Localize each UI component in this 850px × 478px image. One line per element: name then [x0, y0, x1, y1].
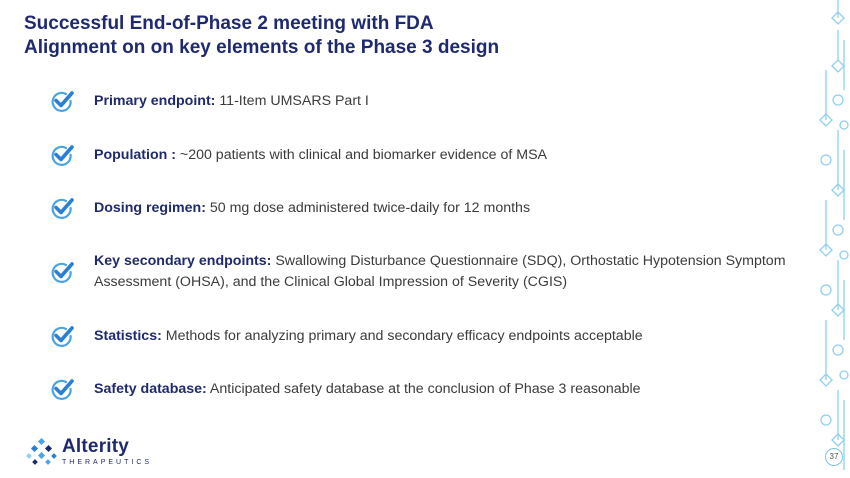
- checkmark-icon: [50, 378, 74, 400]
- list-item: [50, 325, 810, 347]
- item-label: Statistics:: [94, 327, 162, 344]
- logo-wordmark: [62, 437, 152, 467]
- item-detail: ~200 patients with clinical and biomarker evidence of MSA: [175, 146, 548, 163]
- item-detail: 50 mg dose administered twice-daily for 12 months: [205, 199, 531, 216]
- logo-name: Alterity: [62, 436, 130, 457]
- checkmark-icon: [50, 197, 74, 219]
- checkmark-icon: [50, 325, 74, 347]
- item-text: [94, 145, 547, 166]
- decorative-pattern: [804, 0, 850, 478]
- company-logo: [26, 436, 152, 468]
- item-label: Dosing regimen:: [94, 199, 206, 216]
- item-detail: Methods for analyzing primary and secondary efficacy endpoints acceptable: [161, 327, 643, 344]
- item-text: [94, 251, 810, 293]
- item-text: [94, 379, 641, 400]
- item-text: [94, 198, 530, 219]
- title-line-1: Successful End-of-Phase 2 meeting with FDA: [24, 13, 434, 34]
- list-item: [50, 90, 810, 112]
- checkmark-icon: [50, 144, 74, 166]
- checkmark-icon: [50, 261, 74, 283]
- list-item: [50, 197, 810, 219]
- item-label: Population :: [94, 146, 176, 163]
- list-item: [50, 144, 810, 166]
- item-label: Primary endpoint:: [94, 92, 216, 109]
- logo-subtitle: THERAPEUTICS: [62, 459, 153, 466]
- list-item: [50, 251, 810, 293]
- item-label: Key secondary endpoints:: [94, 253, 272, 269]
- item-text: [94, 91, 369, 112]
- molecule-logo-icon: [26, 436, 58, 468]
- list-item: [50, 378, 810, 400]
- page-number: 37: [825, 448, 843, 466]
- title-line-2: Alignment on on key elements of the Phase 3 design: [24, 37, 500, 58]
- checkmark-icon: [50, 90, 74, 112]
- item-detail: Swallowing Disturbance Questionnaire (SDQ), Orthostatic Hypotension Symptom Assessment (OHSA), and the Clinical Global Impression of Severity (CGIS): [94, 253, 786, 290]
- item-text: [94, 326, 643, 347]
- item-label: Safety database:: [94, 380, 207, 397]
- item-detail: 11-Item UMSARS Part I: [215, 92, 369, 109]
- item-detail: Anticipated safety database at the conclusion of Phase 3 reasonable: [206, 380, 641, 397]
